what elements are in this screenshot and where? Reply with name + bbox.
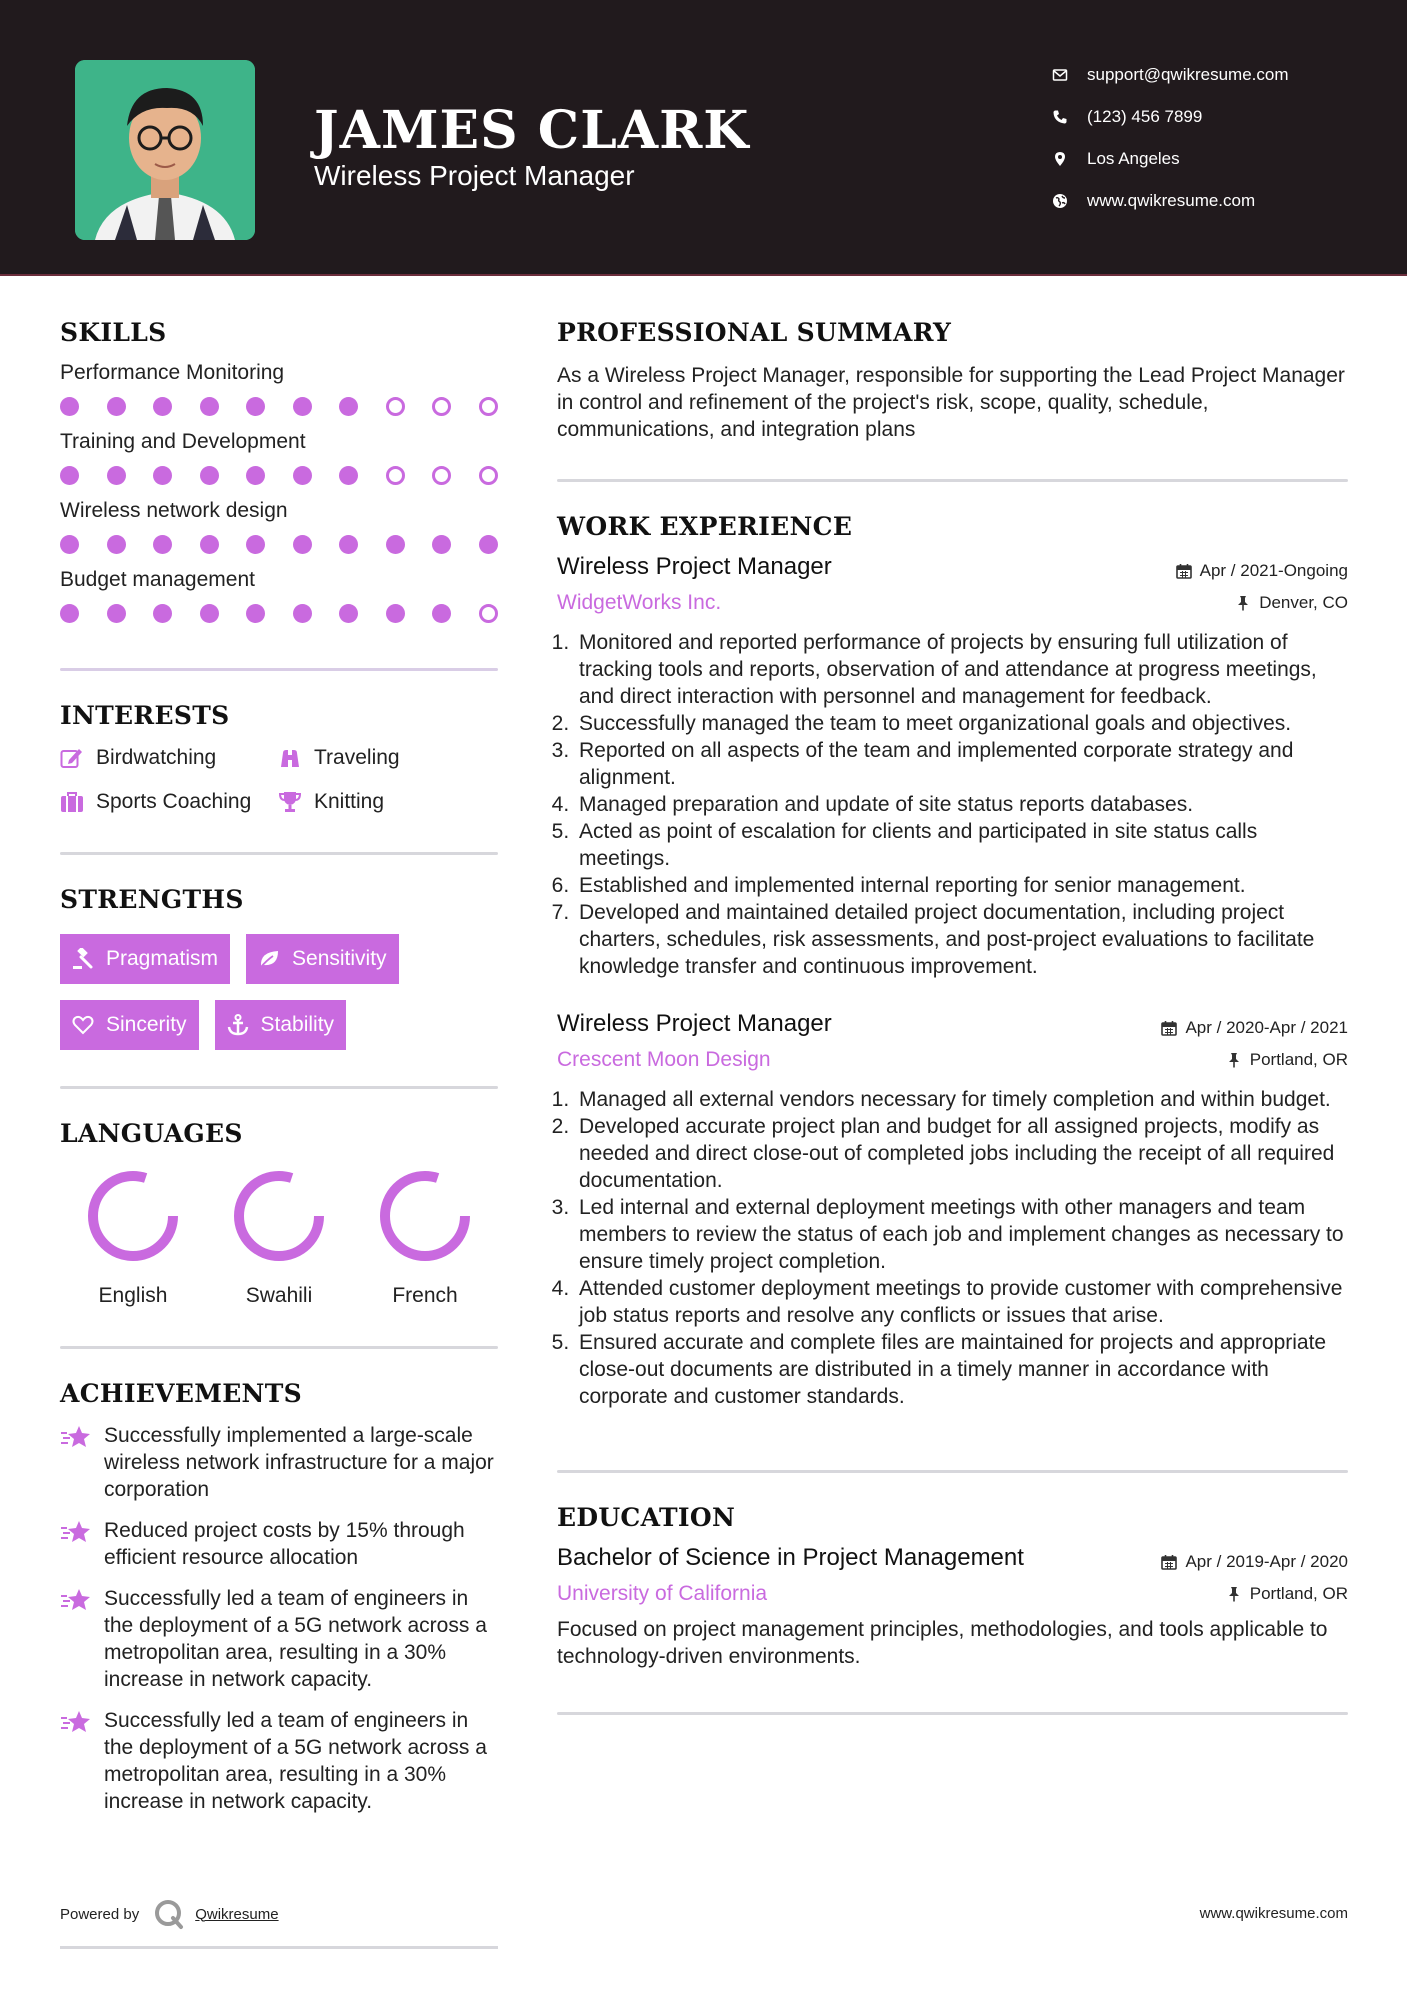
section-divider: [557, 479, 1348, 482]
skills-section: [60, 318, 498, 623]
language-item: [206, 1170, 352, 1308]
duty-item: 2. Successfully managed the team to meet organizational goals and objectives.: [575, 710, 1348, 737]
strength-badge: [60, 1000, 199, 1050]
strengths-list: [60, 934, 498, 1050]
company-name: WidgetWorks Inc.: [557, 591, 722, 614]
phone-icon: [1050, 107, 1070, 127]
section-divider: [60, 1346, 498, 1349]
strength-label: Stability: [260, 1013, 335, 1036]
globe-icon: [1050, 191, 1070, 211]
calendar-icon: [1161, 1554, 1177, 1570]
achievement-item: [60, 1707, 498, 1815]
candidate-role: Wireless Project Manager: [314, 160, 635, 191]
person-avatar-icon: [75, 60, 255, 240]
candidate-name: JAMES CLARK: [314, 100, 750, 161]
skill-item: [60, 499, 498, 554]
pushpin-icon: [1235, 595, 1251, 611]
profile-photo: [75, 60, 255, 240]
contact-website[interactable]: [1050, 180, 1289, 222]
achievements-title: ACHIEVEMENTS: [60, 1379, 302, 1408]
trophy-icon: [278, 790, 304, 814]
strength-badge: [246, 934, 399, 984]
achievement-text: Reduced project costs by 15% through efficient resource allocation: [104, 1519, 465, 1569]
qwikresume-logo-icon: [153, 1898, 185, 1930]
interest-label: Traveling: [314, 746, 400, 769]
strength-badge: [60, 934, 230, 984]
job-date: [1161, 1018, 1348, 1038]
interests-section: [60, 701, 498, 814]
pushpin-icon: [1226, 1586, 1242, 1602]
shooting-star-icon: [60, 1585, 92, 1693]
interests-title: INTERESTS: [60, 701, 230, 730]
skill-dot-filled: [479, 535, 498, 554]
education-header: [557, 1544, 1348, 1572]
skill-dot-empty: [432, 466, 451, 485]
skill-rating: [60, 535, 498, 554]
achievement-text: Successfully led a team of engineers in the deployment of a 5G network across a metropolitan area, resulting in a 30% increase in network capacity.: [104, 1587, 487, 1691]
skill-dot-filled: [339, 466, 358, 485]
achievement-item: [60, 1517, 498, 1571]
education-date-text: Apr / 2019-Apr / 2020: [1185, 1552, 1348, 1571]
contact-email[interactable]: [1050, 54, 1289, 96]
duty-item: 1. Monitored and reported performance of projects by ensuring full utilization of tracking tools and reports, observation of and attendance at progress meetings, and direct interaction with personnel and management for feedback.: [575, 629, 1348, 710]
powered-by-text: Powered by: [60, 1905, 140, 1923]
job-date-text: Apr / 2021-Ongoing: [1199, 561, 1348, 580]
job-location-text: Denver, CO: [1259, 593, 1348, 612]
left-column: [60, 318, 498, 1815]
skill-dot-empty: [432, 397, 451, 416]
skill-dot-filled: [60, 397, 79, 416]
skill-dot-filled: [293, 466, 312, 485]
shooting-star-icon: [60, 1422, 92, 1503]
interest-label: Knitting: [314, 790, 385, 813]
duty-item: 5. Ensured accurate and complete files are maintained for projects and appropriate close-out documents are distributed in a timely manner in accordance with corporate and customer standards.: [575, 1329, 1348, 1410]
skills-title: SKILLS: [60, 318, 167, 347]
skill-dot-filled: [107, 397, 126, 416]
language-item: [352, 1170, 498, 1308]
skill-dot-filled: [432, 535, 451, 554]
skill-dot-filled: [432, 604, 451, 623]
duty-item: 4. Attended customer deployment meetings to provide customer with comprehensive job status reports and resolve any conflicts or issues that arise.: [575, 1275, 1348, 1329]
duty-item: 3. Reported on all aspects of the team and implemented corporate strategy and alignment.: [575, 737, 1348, 791]
resume-header: [0, 0, 1407, 276]
skill-dot-filled: [339, 397, 358, 416]
language-label: Swahili: [245, 1284, 313, 1307]
education-section: [557, 1503, 1348, 1670]
skill-dot-empty: [479, 397, 498, 416]
pencil-icon: [60, 746, 86, 770]
shooting-star-icon: [60, 1707, 92, 1815]
skill-dot-filled: [246, 397, 265, 416]
education-title: EDUCATION: [557, 1503, 736, 1532]
duty-item: 5. Acted as point of escalation for clients and participated in site status calls meetings.: [575, 818, 1348, 872]
interests-list: [60, 746, 498, 814]
heart-icon: [72, 1013, 96, 1037]
skill-dot-filled: [246, 535, 265, 554]
skill-dot-filled: [339, 604, 358, 623]
skill-dot-empty: [386, 397, 405, 416]
section-divider: [60, 852, 498, 855]
skill-dot-filled: [60, 535, 79, 554]
briefcase-icon: [60, 790, 86, 814]
footer-url[interactable]: www.qwikresume.com: [1199, 1905, 1348, 1922]
email-icon: [1050, 65, 1070, 85]
section-divider: [557, 1470, 1348, 1473]
education-location: [1226, 1584, 1348, 1604]
contact-location-text: Los Angeles: [1087, 149, 1180, 168]
skill-dot-filled: [246, 466, 265, 485]
achievement-text: Successfully led a team of engineers in the deployment of a 5G network across a metropolitan area, resulting in a 30% increase in network capacity.: [104, 1709, 487, 1813]
skill-rating: [60, 604, 498, 623]
skill-dot-filled: [200, 466, 219, 485]
skill-rating: [60, 397, 498, 416]
calendar-icon: [1161, 1020, 1177, 1036]
duty-item: 3. Led internal and external deployment meetings with other managers and team members to review the status of each job and implement changes as necessary to ensure timely project completion.: [575, 1194, 1348, 1275]
skill-dot-empty: [479, 604, 498, 623]
binoculars-icon: [278, 746, 304, 770]
skill-dot-filled: [293, 397, 312, 416]
achievement-item: [60, 1585, 498, 1693]
leaf-icon: [258, 947, 282, 971]
contact-location: [1050, 138, 1289, 180]
experience-section: [557, 512, 1348, 1410]
education-location-text: Portland, OR: [1249, 1584, 1348, 1603]
achievement-text: Successfully implemented a large-scale wireless network infrastructure for a major corporation: [104, 1424, 494, 1501]
skill-dot-filled: [386, 604, 405, 623]
languages-list: [60, 1170, 498, 1308]
footer-divider: [60, 1946, 498, 1949]
education-date: [1161, 1552, 1348, 1572]
skill-rating: [60, 466, 498, 485]
interest-item: [60, 746, 278, 770]
job-date-text: Apr / 2020-Apr / 2021: [1185, 1018, 1348, 1037]
skill-name: Training and Development: [60, 430, 306, 453]
skill-dot-filled: [293, 604, 312, 623]
language-label: English: [98, 1284, 168, 1307]
interest-item: [278, 790, 498, 814]
achievement-item: [60, 1422, 498, 1503]
skill-dot-filled: [293, 535, 312, 554]
duty-list: [557, 1086, 1348, 1410]
education-entry: [557, 1544, 1348, 1670]
summary-section: [557, 318, 1348, 443]
job-subheader: [557, 1048, 1348, 1072]
languages-title: LANGUAGES: [60, 1119, 243, 1148]
skill-name: Budget management: [60, 568, 255, 591]
languages-section: [60, 1119, 498, 1308]
skill-dot-filled: [153, 466, 172, 485]
summary-title: PROFESSIONAL SUMMARY: [557, 318, 952, 347]
job-location: [1226, 1050, 1348, 1070]
job-header: [557, 553, 1348, 581]
skill-dot-filled: [200, 604, 219, 623]
skill-dot-filled: [200, 397, 219, 416]
skill-item: [60, 430, 498, 485]
strength-label: Sincerity: [106, 1013, 187, 1036]
language-level-ring: [233, 1170, 325, 1262]
job-title: Wireless Project Manager: [557, 1010, 832, 1037]
duty-list: [557, 629, 1348, 980]
powered-by: [60, 1898, 279, 1930]
duty-item: 4. Managed preparation and update of site status reports databases.: [575, 791, 1348, 818]
language-level-arc: [93, 1176, 173, 1256]
skill-dot-filled: [153, 604, 172, 623]
job-date: [1176, 561, 1348, 581]
company-name: Crescent Moon Design: [557, 1048, 771, 1071]
skill-dot-empty: [386, 466, 405, 485]
right-column: [557, 318, 1348, 1715]
interest-item: [60, 790, 278, 814]
skill-item: [60, 568, 498, 623]
language-level-arc: [385, 1176, 465, 1256]
shooting-star-icon: [60, 1517, 92, 1571]
summary-text: As a Wireless Project Manager, responsible for supporting the Lead Project Manager in control and refinement of the project's risk, scope, quality, schedule, communications, and integration plans: [557, 364, 1345, 441]
education-subheader: [557, 1582, 1348, 1606]
contact-phone[interactable]: [1050, 96, 1289, 138]
section-divider: [60, 668, 498, 671]
language-level-ring: [87, 1170, 179, 1262]
interest-label: Birdwatching: [96, 746, 217, 769]
skill-dot-filled: [60, 604, 79, 623]
strength-badge: [215, 1000, 347, 1050]
strengths-title: STRENGTHS: [60, 885, 244, 914]
calendar-icon: [1176, 563, 1192, 579]
pushpin-icon: [1226, 1052, 1242, 1068]
job-location: [1235, 593, 1348, 613]
skill-dot-filled: [107, 604, 126, 623]
language-level-arc: [239, 1176, 319, 1256]
skill-dot-empty: [479, 466, 498, 485]
section-divider: [557, 1712, 1348, 1715]
education-description: Focused on project management principles, methodologies, and tools applicable to technology-driven environments.: [557, 1618, 1328, 1668]
skill-dot-filled: [246, 604, 265, 623]
duty-item: 1. Managed all external vendors necessary for timely completion and within budget.: [575, 1086, 1348, 1113]
anchor-icon: [227, 1013, 251, 1037]
duty-item: 7. Developed and maintained detailed project documentation, including project charters, schedules, risk assessments, and post-project evaluations to facilitate knowledge transfer and continuous improvement.: [575, 899, 1348, 980]
skill-dot-filled: [339, 535, 358, 554]
skill-name: Performance Monitoring: [60, 361, 285, 384]
contact-email-text: support@qwikresume.com: [1087, 65, 1289, 84]
language-level-ring: [379, 1170, 471, 1262]
skill-dot-filled: [386, 535, 405, 554]
skill-item: [60, 361, 498, 416]
contact-website-text: www.qwikresume.com: [1087, 191, 1256, 210]
strength-label: Pragmatism: [106, 947, 219, 970]
job-header: [557, 1010, 1348, 1038]
interest-label: Sports Coaching: [96, 790, 252, 813]
job-location-text: Portland, OR: [1249, 1050, 1348, 1069]
skill-dot-filled: [200, 535, 219, 554]
skill-dot-filled: [107, 535, 126, 554]
school-name: University of California: [557, 1582, 768, 1605]
section-divider: [60, 1086, 498, 1089]
job-title: Wireless Project Manager: [557, 553, 832, 580]
gavel-icon: [72, 947, 96, 971]
skill-dot-filled: [60, 466, 79, 485]
duty-item: 2. Developed accurate project plan and budget for all assigned projects, modify as needed and direct close-out of completed jobs including the receipt of all required documentation.: [575, 1113, 1348, 1194]
skill-dot-filled: [153, 397, 172, 416]
achievements-section: [60, 1379, 498, 1815]
strengths-section: [60, 885, 498, 1050]
job-subheader: [557, 591, 1348, 615]
location-icon: [1050, 149, 1070, 169]
language-item: [60, 1170, 206, 1308]
skill-name: Wireless network design: [60, 499, 288, 522]
contact-phone-text: (123) 456 7899: [1087, 107, 1203, 126]
brand-link[interactable]: Qwikresume: [195, 1905, 279, 1923]
strength-label: Sensitivity: [292, 947, 387, 970]
job-entry: [557, 1010, 1348, 1410]
skill-dot-filled: [153, 535, 172, 554]
degree-title: Bachelor of Science in Project Management: [557, 1544, 1024, 1571]
duty-item: 6. Established and implemented internal reporting for senior management.: [575, 872, 1348, 899]
language-label: French: [392, 1284, 458, 1307]
experience-title: WORK EXPERIENCE: [557, 512, 853, 541]
interest-item: [278, 746, 498, 770]
skill-dot-filled: [107, 466, 126, 485]
contact-list: [1050, 54, 1289, 222]
job-entry: [557, 553, 1348, 980]
